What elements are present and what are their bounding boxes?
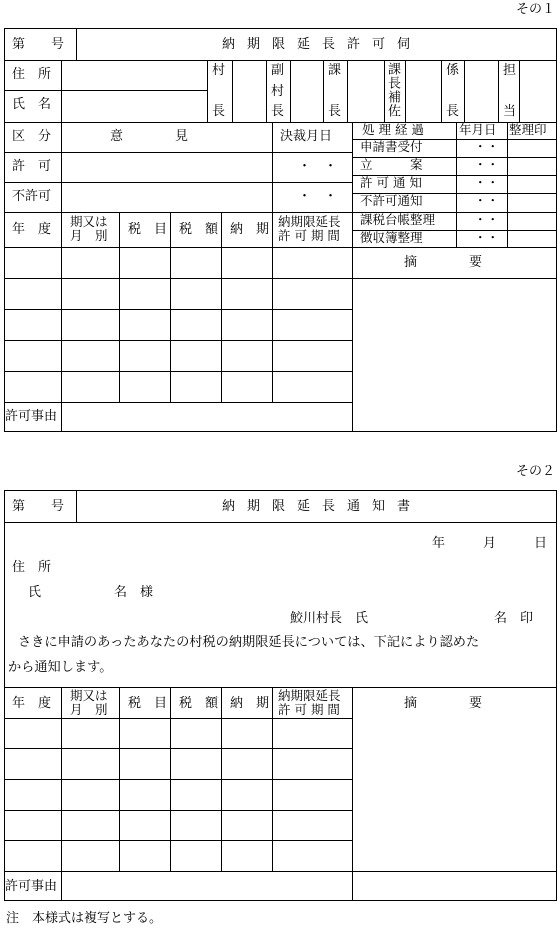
process-row-date: ・・	[474, 139, 500, 154]
col-year: 年 度	[12, 696, 52, 711]
process-row-label: 不許可通知	[360, 193, 423, 208]
form2-date-line: 年 月 日	[432, 536, 552, 551]
category-label: 区 分	[12, 129, 52, 144]
approval-section-bottom: 長	[328, 104, 342, 119]
permit-label: 許 可	[12, 159, 52, 174]
col-tax-item: 税 目	[128, 696, 168, 711]
col-tax-amount: 税 額	[179, 696, 219, 711]
permit-date: ・ ・	[298, 159, 338, 174]
form2-number-label: 第 号	[12, 499, 65, 514]
approval-staff-top: 担	[503, 63, 517, 78]
nopermit-date: ・ ・	[298, 189, 338, 204]
process-header-date: 年月日	[459, 122, 497, 137]
form1-name-label: 氏 名	[12, 97, 52, 112]
process-row-label: 立 案	[360, 157, 423, 172]
col-period-bottom: 月 別	[70, 702, 108, 717]
footnote: 注 本様式は複写とする。	[6, 911, 163, 926]
approval-vice-bottom: 長	[271, 104, 285, 119]
approval-deputy: 課長補佐	[385, 62, 400, 118]
col-due: 納 期	[230, 222, 270, 237]
approval-vice-top: 副	[271, 63, 285, 78]
form2-address-label: 住 所	[12, 560, 52, 575]
process-row-date: ・・	[474, 230, 500, 245]
process-row-date: ・・	[474, 212, 500, 227]
process-row-label: 許 可 通 知	[360, 175, 422, 190]
form1-number-label: 第 号	[12, 37, 65, 52]
process-row-date: ・・	[474, 175, 500, 190]
form2-addressee-honorific: 名 様	[114, 585, 154, 600]
form2-addressee-name: 氏	[28, 585, 42, 600]
col-tax-item: 税 目	[128, 222, 168, 237]
approval-mayor-bottom: 長	[212, 104, 226, 119]
col-year: 年 度	[12, 222, 52, 237]
approval-section-top: 課	[328, 63, 342, 78]
form2-body-line2: から通知します。	[8, 660, 113, 675]
col-period-top: 期又は	[70, 214, 108, 229]
process-row-label: 申請書受付	[360, 139, 423, 154]
col-ext-top: 納期限延長	[278, 688, 341, 703]
decision-date-label: 決裁月日	[280, 129, 333, 144]
col-ext-bottom: 許 可 期 間	[278, 702, 340, 717]
form2-title: 納期限延長通知書	[222, 499, 423, 514]
col-tax-amount: 税 額	[179, 222, 219, 237]
form1-title: 納期限延長許可伺	[222, 37, 423, 52]
process-row-label: 徴収簿整理	[360, 230, 423, 245]
col-ext-bottom: 許 可 期 間	[278, 228, 340, 243]
approval-staff-bottom: 当	[503, 104, 517, 119]
process-header-label: 処 理 経 過	[362, 122, 424, 137]
form1-address-label: 住 所	[12, 67, 52, 82]
col-remarks: 摘 要	[404, 255, 483, 270]
process-row-date: ・・	[474, 157, 500, 172]
approval-vice-mid: 村	[271, 84, 285, 99]
reason-label: 許可事由	[5, 409, 58, 424]
col-period-top: 期又は	[70, 688, 108, 703]
approval-mayor-top: 村	[212, 63, 226, 78]
col-due: 納 期	[230, 696, 270, 711]
process-header-seal: 整理印	[509, 122, 547, 137]
form2-issuer: 鮫川村長 氏	[290, 611, 369, 626]
reason-label: 許可事由	[5, 879, 58, 894]
form2-body-line1: さきに申請のあったあなたの村税の納期限延長については、下記により認めた	[18, 635, 480, 650]
nopermit-label: 不許可	[12, 189, 52, 204]
approval-chief-top: 係	[446, 63, 460, 78]
opinion-label: 意 見	[110, 129, 189, 144]
process-row-date: ・・	[474, 193, 500, 208]
approval-chief-bottom: 長	[446, 104, 460, 119]
form2-issuer-seal: 名 印	[494, 611, 534, 626]
form1-label: その１	[516, 2, 556, 17]
form2-label: その２	[516, 464, 556, 479]
col-ext-top: 納期限延長	[278, 214, 341, 229]
col-remarks: 摘 要	[404, 696, 483, 711]
col-period-bottom: 月 別	[70, 228, 108, 243]
process-row-label: 課税台帳整理	[360, 212, 436, 227]
